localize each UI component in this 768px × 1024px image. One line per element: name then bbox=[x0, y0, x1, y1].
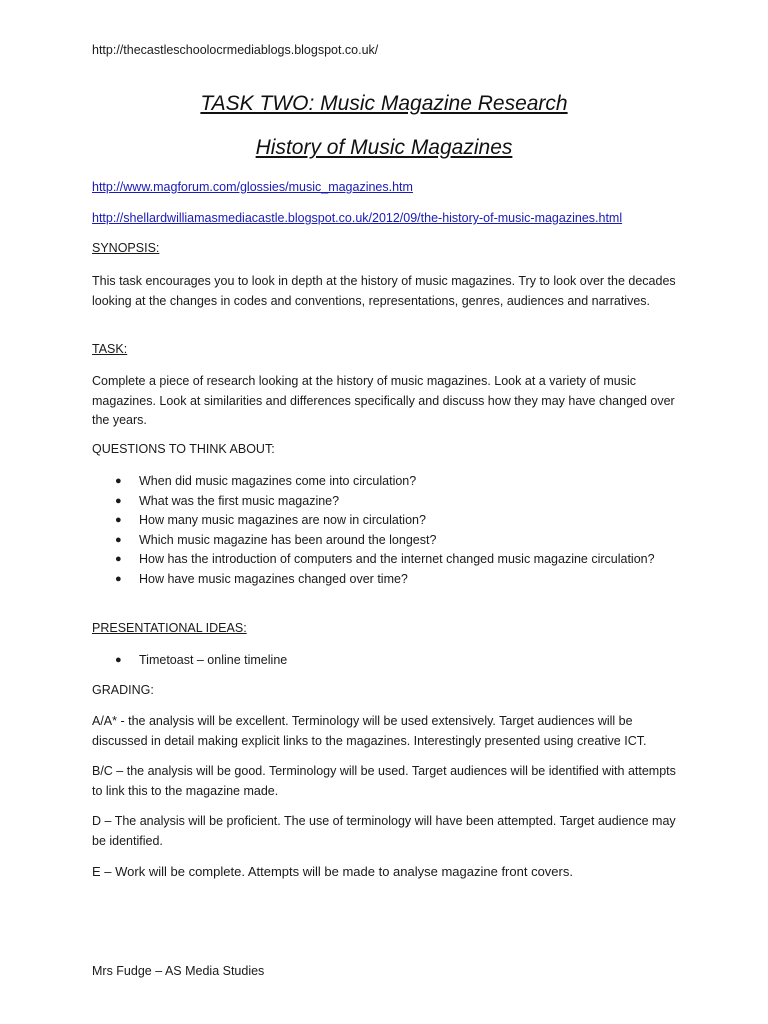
question-text: When did music magazines come into circulation? bbox=[139, 474, 417, 488]
page-subtitle: History of Music Magazines bbox=[255, 136, 513, 159]
synopsis-text: This task encourages you to look in depth at the history of music magazines. Try to look over the decades looking at the changes in codes and conventions, representations, genres, audiences and narratives. bbox=[92, 274, 676, 308]
list-item bbox=[92, 492, 682, 512]
task-text: Complete a piece of research looking at the history of music magazines. Look at a variety of music magazines. Look at similarities and differences specifically and discuss how they may have changed over the years. bbox=[92, 374, 675, 427]
list-item bbox=[92, 550, 682, 570]
questions-heading: QUESTIONS TO THINK ABOUT: bbox=[92, 442, 275, 456]
grade-aa-text: A/A* - the analysis will be excellent. Terminology will be used extensively. Target audiences will be discussed in detail making explicit links to the magazines. Interestingly presented using creative ICT. bbox=[92, 714, 647, 748]
list-item bbox=[92, 511, 682, 531]
magforum-link[interactable]: http://www.magforum.com/glossies/music_magazines.htm bbox=[92, 180, 413, 194]
footer-text: Mrs Fudge – AS Media Studies bbox=[92, 964, 265, 978]
bullet-icon: ● bbox=[115, 572, 122, 585]
bullet-icon: ● bbox=[115, 475, 122, 487]
question-text: How have music magazines changed over time? bbox=[139, 571, 408, 586]
grade-e-text: E – Work will be complete. Attempts will be made to analyse magazine front covers. bbox=[92, 864, 573, 879]
idea-text: Timetoast – online timeline bbox=[139, 653, 288, 667]
history-blog-link[interactable]: http://shellardwilliamasmediacastle.blogspot.co.uk/2012/09/the-history-of-music-magazines.html bbox=[92, 211, 623, 225]
bullet-icon: ● bbox=[115, 494, 122, 507]
bullet-icon: ● bbox=[115, 514, 122, 526]
page-title: TASK TWO: Music Magazine Research bbox=[200, 92, 568, 115]
bullet-icon: ● bbox=[115, 533, 122, 546]
list-item bbox=[92, 531, 682, 551]
synopsis-heading: SYNOPSIS: bbox=[92, 241, 160, 255]
bullet-icon: ● bbox=[115, 553, 122, 565]
presentational-list bbox=[92, 651, 682, 671]
questions-list bbox=[92, 472, 682, 589]
question-text: What was the first music magazine? bbox=[139, 493, 340, 508]
question-text: How many music magazines are now in circulation? bbox=[139, 513, 426, 527]
grading-heading: GRADING: bbox=[92, 683, 154, 697]
presentational-heading: PRESENTATIONAL IDEAS: bbox=[92, 621, 247, 635]
list-item bbox=[92, 472, 682, 492]
list-item bbox=[92, 651, 682, 671]
list-item bbox=[92, 570, 682, 590]
bullet-icon: ● bbox=[115, 654, 122, 666]
task-heading: TASK: bbox=[92, 342, 128, 356]
question-text: How has the introduction of computers and the internet changed music magazine circulation? bbox=[139, 552, 655, 566]
header-url: http://thecastleschoolocrmediablogs.blogspot.co.uk/ bbox=[92, 43, 379, 57]
grade-d-text: D – The analysis will be proficient. The use of terminology will have been attempted. Target audience may be identified. bbox=[92, 814, 676, 848]
grade-bc-text: B/C – the analysis will be good. Terminology will be used. Target audiences will be identified with attempts to link this to the magazine made. bbox=[92, 764, 676, 798]
question-text: Which music magazine has been around the longest? bbox=[139, 532, 437, 547]
